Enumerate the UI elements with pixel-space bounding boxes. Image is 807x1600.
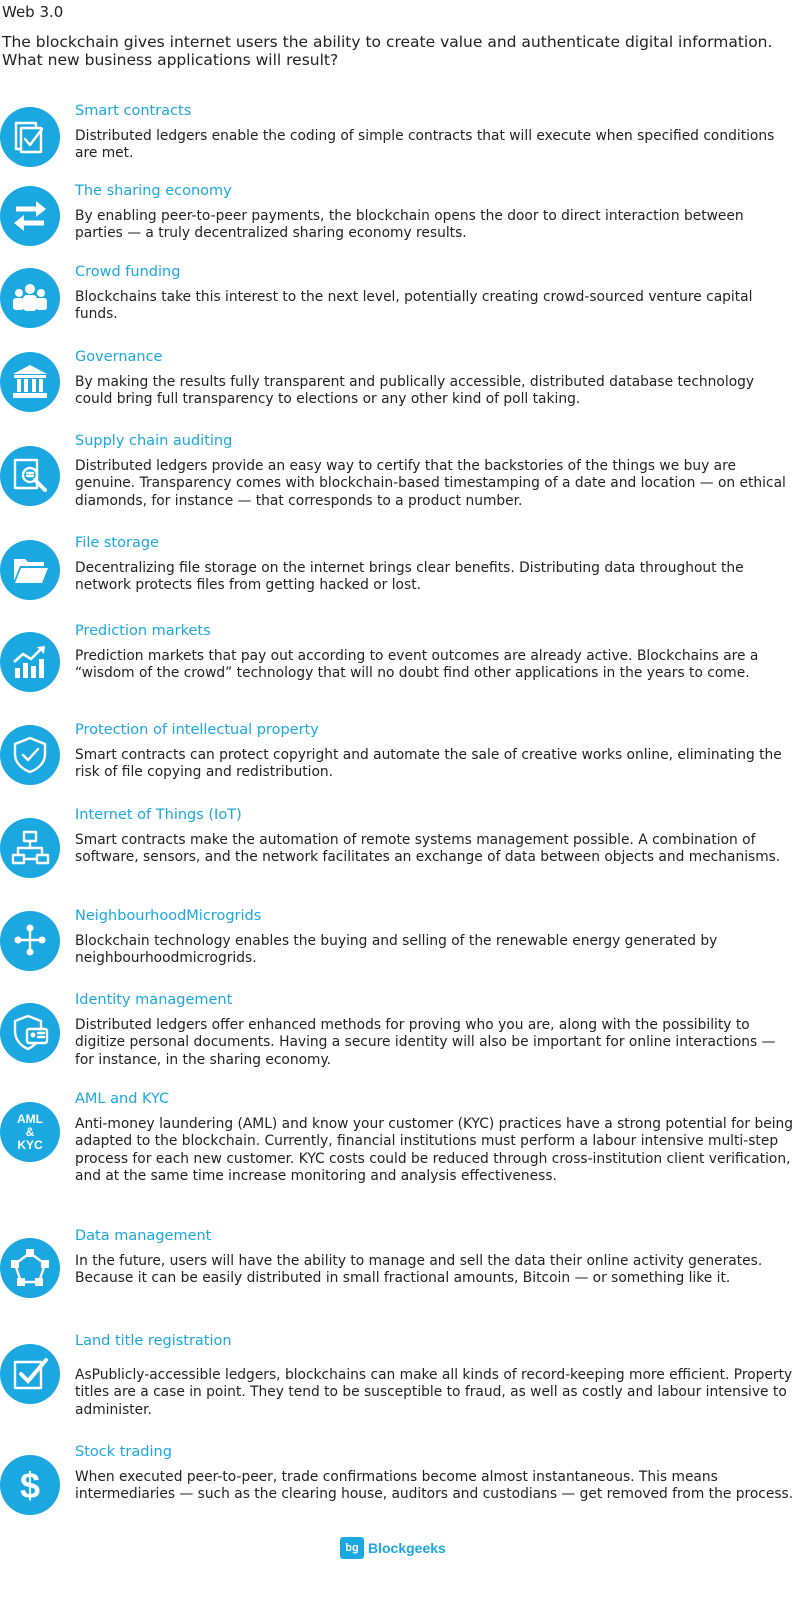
item-description: Smart contracts make the automation of remote systems management possible. A combination of software, sensors, and the network facilitates an exchange of data between objects and mechanisms.	[75, 832, 781, 866]
government-building-icon	[0, 352, 60, 412]
folder-icon	[0, 540, 60, 600]
exchange-arrows-icon	[0, 186, 60, 246]
item-description: Distributed ledgers offer enhanced methods for proving who you are, along with the possibility to digitize personal documents. Having a secure identity will also be important for online interactions — for instance, in the sharing economy.	[75, 1017, 776, 1068]
item-title: Crowd funding	[75, 264, 181, 280]
item-title: NeighbourhoodMicrogrids	[75, 908, 262, 924]
dollar-icon	[0, 1455, 60, 1515]
item-title: Identity management	[75, 992, 233, 1008]
aml-kyc-label-line: AML	[17, 1111, 43, 1126]
data-network-icon	[0, 1238, 60, 1298]
item-description: In the future, users will have the ability to manage and sell the data their online activity generates. Because it can be easily distributed in small fractional amounts, Bitcoin — or something like it.	[75, 1253, 763, 1287]
blockgeeks-logo-icon: bg	[340, 1537, 364, 1559]
item-title: Land title registration	[75, 1333, 232, 1349]
item-title: File storage	[75, 535, 159, 551]
item-title: The sharing economy	[75, 183, 232, 199]
contract-check-icon	[0, 107, 60, 167]
shield-check-icon	[0, 725, 60, 785]
aml-kyc-label-line: &	[25, 1124, 35, 1139]
aml-kyc-label-line: KYC	[17, 1137, 43, 1152]
intro-text: The blockchain gives internet users the ability to create value and authenticate digital information. What new business applications will result?	[2, 33, 773, 69]
item-title: Stock trading	[75, 1444, 172, 1460]
item-description: Anti-money laundering (AML) and know your customer (KYC) practices have a strong potential for being adapted to the blockchain. Currently, financial institutions must perform a labour intensive multi-step process for each new customer. KYC costs could be reduced through cross-institution client verification, and at the same time increase monitoring and analysis effectiveness.	[75, 1116, 794, 1184]
item-description: Distributed ledgers enable the coding of simple contracts that will execute when specified conditions are met.	[75, 128, 775, 162]
item-description: By enabling peer-to-peer payments, the blockchain opens the door to direct interaction between parties — a truly decentralized sharing economy results.	[75, 208, 744, 242]
item-description: Decentralizing file storage on the internet brings clear benefits. Distributing data throughout the network protects files from getting hacked or lost.	[75, 560, 744, 594]
item-description: Smart contracts can protect copyright and automate the sale of creative works online, eliminating the risk of file copying and redistribution.	[75, 747, 782, 781]
id-card-shield-icon	[0, 1003, 60, 1063]
item-title: AML and KYC	[75, 1091, 170, 1107]
item-title: Prediction markets	[75, 623, 211, 639]
brand-name: Blockgeeks	[368, 1540, 446, 1556]
item-title: Protection of intellectual property	[75, 722, 319, 738]
crowd-icon	[0, 268, 60, 328]
item-description: Distributed ledgers provide an easy way to certify that the backstories of the things we buy are genuine. Transparency comes with blockchain-based timestamping of a date and location — on ethical diamonds, for instance — that corresponds to a product number.	[75, 458, 786, 509]
svg-text:$: $	[19, 1465, 41, 1505]
item-title: Data management	[75, 1228, 212, 1244]
document-magnifier-icon	[0, 446, 60, 506]
item-title: Smart contracts	[75, 103, 192, 119]
people-network-icon	[0, 911, 60, 971]
growth-chart-icon	[0, 632, 60, 692]
edit-checkbox-icon	[0, 1344, 60, 1404]
item-description: Blockchain technology enables the buying and selling of the renewable energy generated by neighbourhoodmicrogrids.	[75, 933, 718, 967]
item-description: AsPublicly-accessible ledgers, blockchains can make all kinds of record-keeping more efficient. Property titles are a case in point. They tend to be susceptible to fraud, as well as costly and labour intensive to administer.	[75, 1367, 793, 1418]
aml-kyc-icon	[0, 1102, 60, 1162]
item-description: By making the results fully transparent and publically accessible, distributed database technology could bring full transparency to elections or any other kind of poll taking.	[75, 374, 755, 408]
item-description: Blockchains take this interest to the next level, potentially creating crowd-sourced venture capital funds.	[75, 289, 753, 323]
item-title: Supply chain auditing	[75, 433, 233, 449]
network-nodes-icon	[0, 818, 60, 878]
aml-kyc-label	[17, 1113, 43, 1152]
item-title: Internet of Things (IoT)	[75, 807, 242, 823]
item-description: When executed peer-to-peer, trade confirmations become almost instantaneous. This means intermediaries — such as the clearing house, auditors and custodians — get removed from the process.	[75, 1469, 794, 1503]
item-description: Prediction markets that pay out according to event outcomes are already active. Blockchains are a “wisdom of the crowd” technology that will no doubt find other applications in the years to come.	[75, 648, 759, 682]
page-title: Web 3.0	[2, 3, 64, 21]
item-title: Governance	[75, 349, 163, 365]
footer-brand	[340, 1537, 446, 1559]
